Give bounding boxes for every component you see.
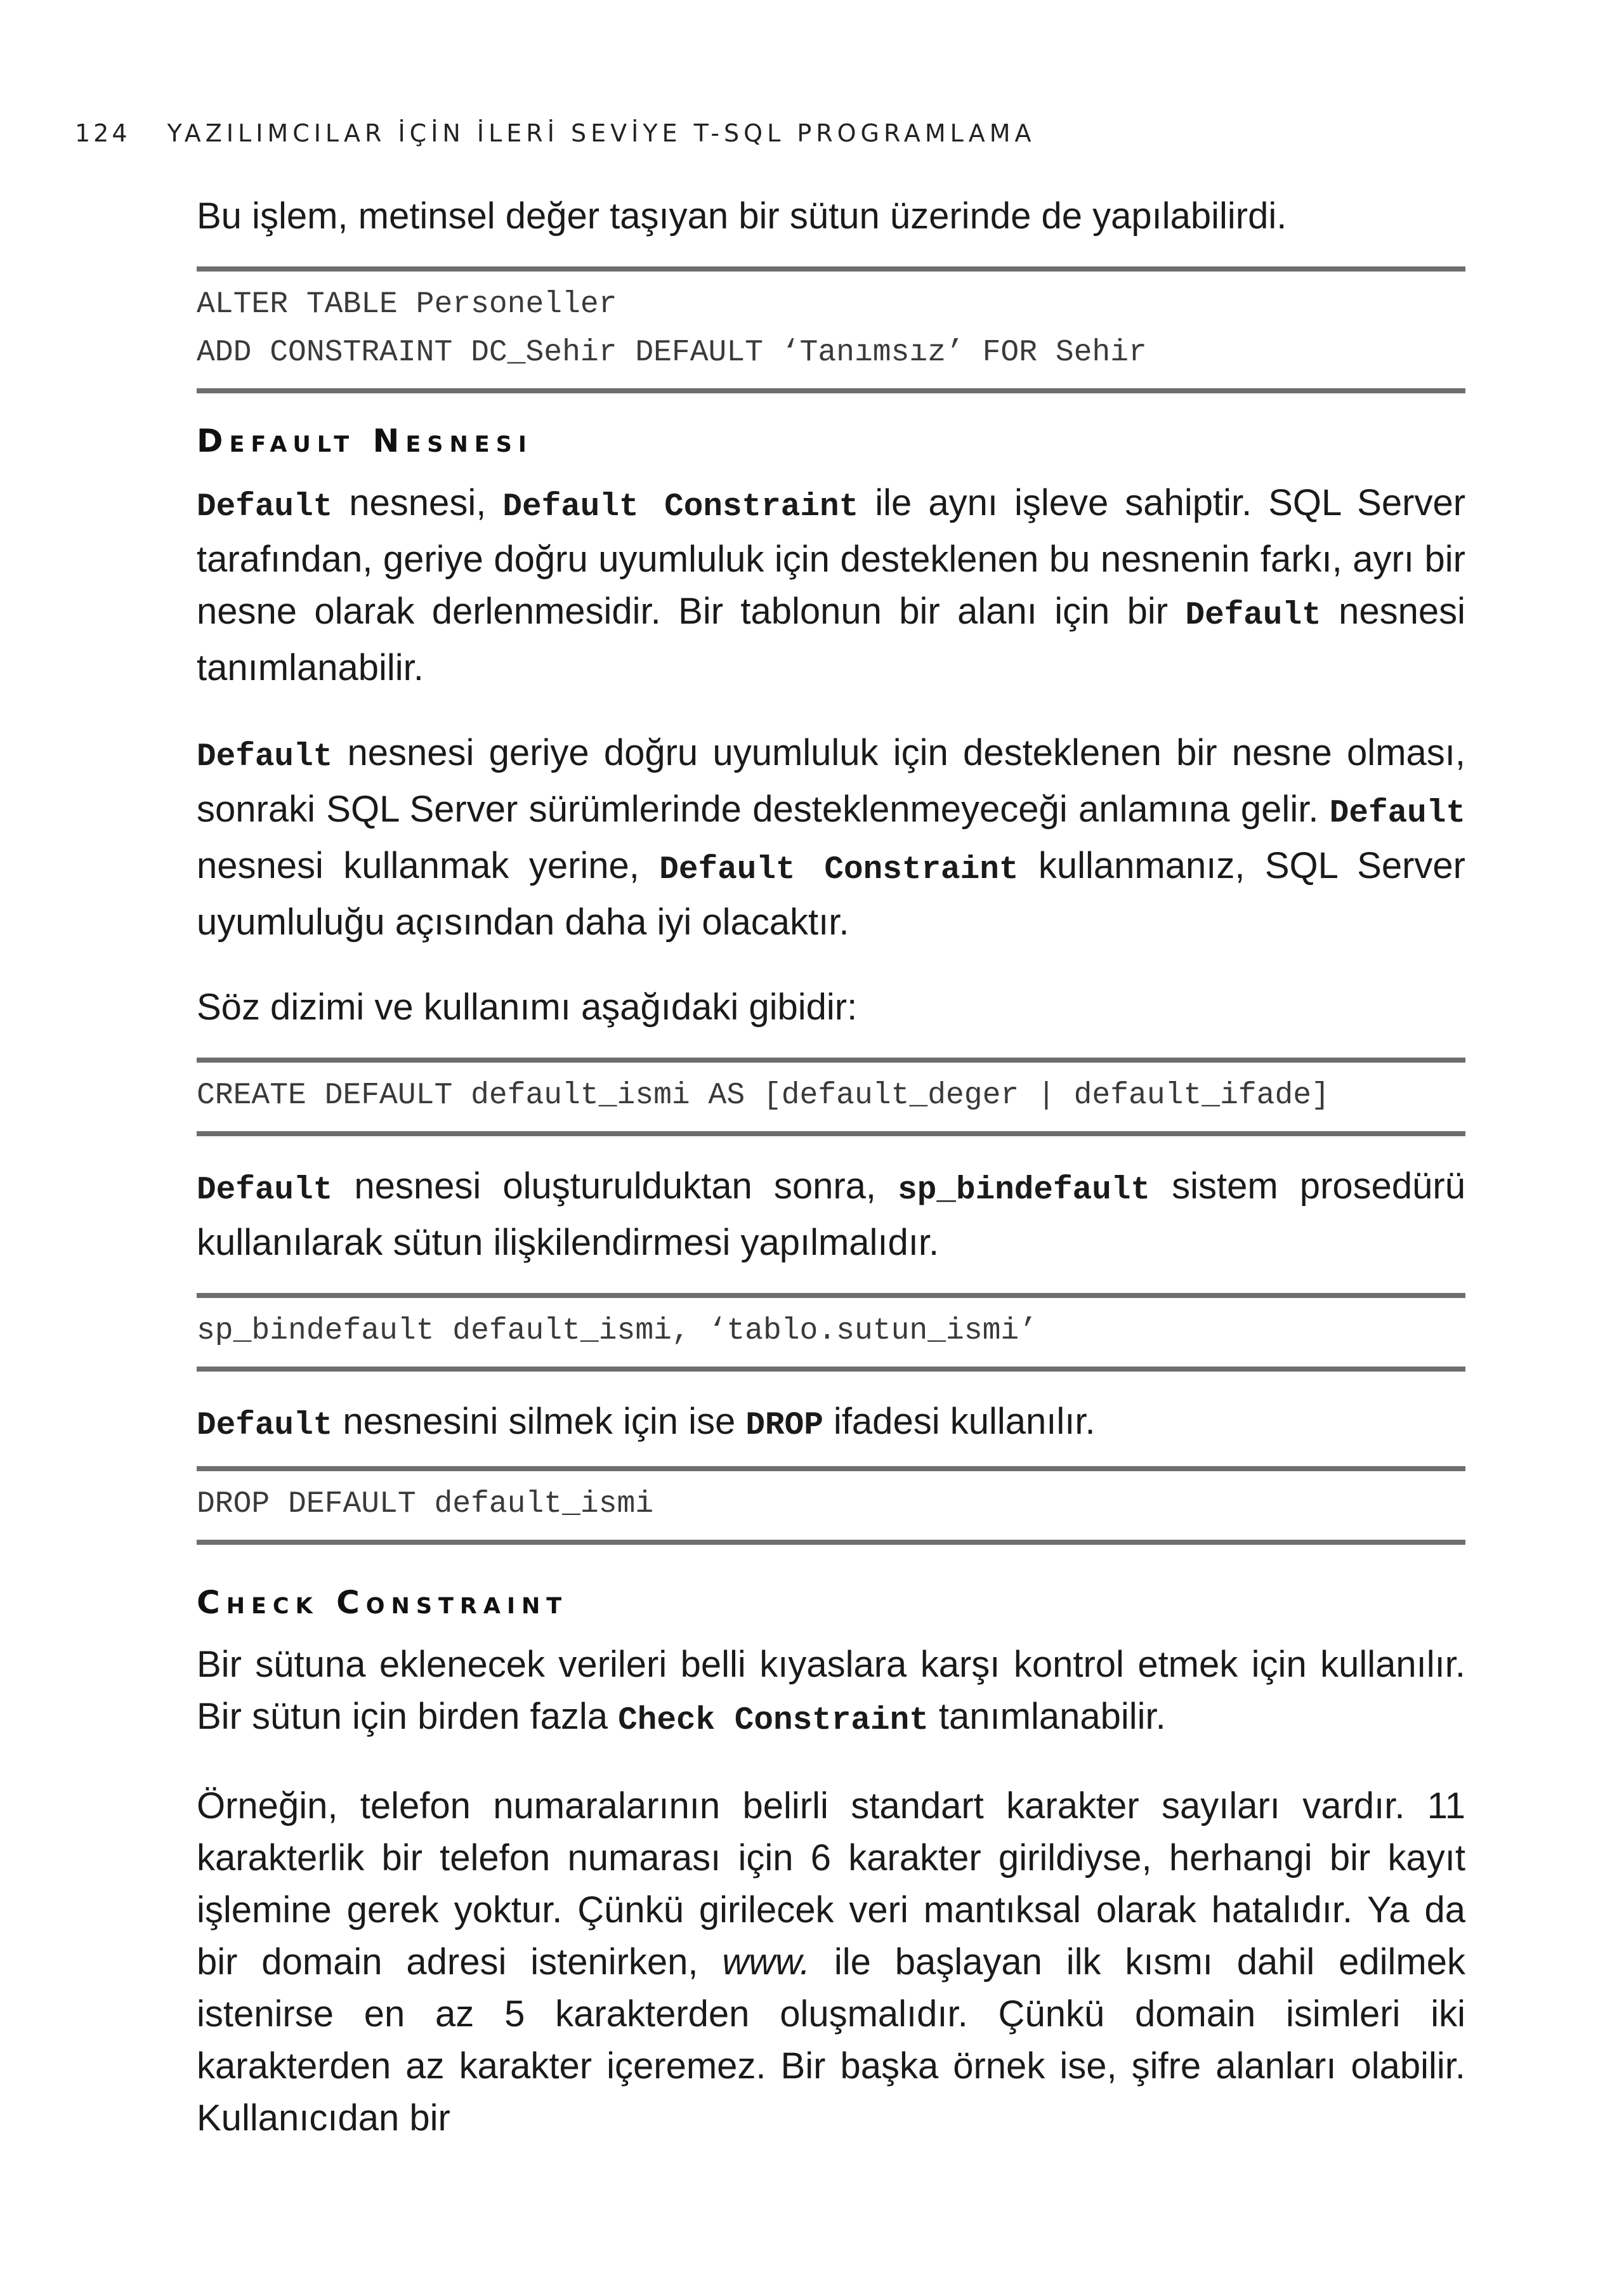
running-title: YAZILIMCILAR İÇİN İLERİ SEVİYE T-SQL PROGRAMLAMA: [167, 119, 1036, 147]
paragraph-text: Bir sütuna eklenecek verileri belli kıyaslara karşı kontrol etmek için kullanılır. Bir sütun için birden fazla: [197, 1644, 1465, 1737]
paragraph: [197, 477, 1465, 694]
running-header: [75, 119, 1035, 147]
paragraph-text: sistem prosedürü kullanılarak sütun ilişkilendirmesi yapılmalıdır.: [197, 1165, 1465, 1263]
code-block-drop-default: [197, 1466, 1465, 1545]
paragraph: [197, 727, 1465, 948]
code-line: sp_bindefault default_ismi, ‘tablo.sutun_ismi’: [197, 1314, 1038, 1348]
section-heading-check-constraint: Check Constraint: [197, 1584, 568, 1621]
inline-code: sp_bindefault: [898, 1172, 1151, 1209]
paragraph-text: nesnesini silmek için ise: [332, 1401, 746, 1442]
code-block-alter-table: [197, 266, 1465, 393]
paragraph-text: nesnesi geriye doğru uyumluluk için desteklenen bir nesne olması, sonraki SQL Server sürümlerinde desteklenmeyeceği anlamına gelir.: [197, 732, 1465, 830]
code-line: DROP DEFAULT default_ismi: [197, 1487, 654, 1521]
inline-code: Default: [197, 1172, 333, 1209]
paragraph: [197, 1160, 1465, 1269]
code-block-sp-bindefault: [197, 1293, 1465, 1372]
inline-code: Default Constraint: [502, 489, 859, 525]
page-number: 124: [75, 119, 131, 147]
code-line: ALTER TABLE Personeller: [197, 287, 617, 322]
paragraph-text: ifadesi kullanılır.: [823, 1401, 1096, 1442]
paragraph: Söz dizimi ve kullanımı aşağıdaki gibidir:: [197, 987, 858, 1028]
intro-paragraph: Bu işlem, metinsel değer taşıyan bir sütun üzerinde de yapılabilirdi.: [197, 195, 1287, 237]
inline-code: Default Constraint: [659, 852, 1019, 888]
paragraph: [197, 1396, 1465, 1452]
inline-code: Check Constraint: [618, 1703, 929, 1739]
inline-code: Default: [1329, 796, 1465, 832]
code-block-create-default: [197, 1058, 1465, 1136]
italic-text: www.: [722, 1941, 810, 1983]
section-heading-default-nesnesi: Default Nesnesi: [197, 423, 533, 459]
paragraph-text: kullanmanız, SQL Server uyumluluğu açısından daha iyi olacaktır.: [197, 845, 1465, 943]
paragraph-text: nesnesi tanımlanabilir.: [197, 591, 1465, 688]
paragraph: [197, 1639, 1465, 1747]
inline-code: Default: [197, 1408, 333, 1444]
inline-code: Default: [197, 739, 333, 775]
paragraph-text: nesnesi kullanmak yerine,: [197, 845, 660, 886]
paragraph-text: ile aynı işleve sahiptir. SQL Server tarafından, geriye doğru uyumluluk için desteklenen bu nesnenin farkı, ayrı bir nesne olarak derlenmesidir. Bir tablonun bir alanı için bir: [197, 482, 1466, 632]
paragraph: [197, 1780, 1465, 2144]
inline-code: Default: [197, 489, 333, 525]
paragraph-text: Örneğin, telefon numaralarının belirli standart karakter sayıları vardır. 11 karakterlik bir telefon numarası için 6 karakter girildiyse, herhangi bir kayıt işlemine gerek yoktur. Çünkü girilecek veri mantıksal olarak hatalıdır. Ya da bir domain adresi istenirken,: [197, 1785, 1465, 1983]
code-line: CREATE DEFAULT default_ismi AS [default_deger | default_ifade]: [197, 1078, 1330, 1113]
code-line: ADD CONSTRAINT DC_Sehir DEFAULT ‘Tanımsız’ FOR Sehir: [197, 336, 1147, 370]
page-content: [197, 190, 1465, 2144]
paragraph-text: nesnesi,: [332, 482, 503, 523]
inline-code: Default: [1185, 598, 1321, 634]
paragraph-text: tanımlanabilir.: [928, 1696, 1166, 1737]
paragraph-text: nesnesi oluşturulduktan sonra,: [332, 1165, 898, 1207]
inline-code: DROP: [745, 1408, 823, 1444]
paragraph-text: ile başlayan ilk kısmı dahil edilmek istenirse en az 5 karakterden oluşmalıdır. Çünkü domain isimleri iki karakterden az karakter içeremez. Bir başka örnek ise, şifre alanları olabilir. Kullanıcıdan bir: [197, 1941, 1465, 2139]
